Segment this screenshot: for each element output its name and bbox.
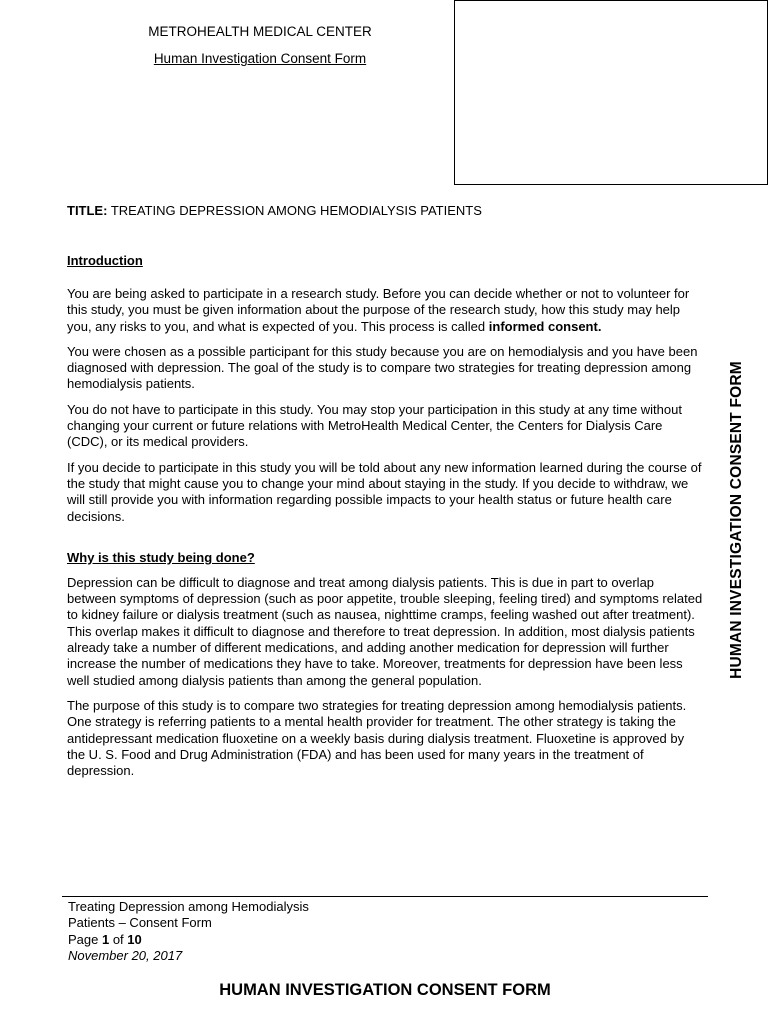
- intro-paragraph-1-text: You are being asked to participate in a research study. Before you can decide whether or not to volunteer for this study, you must be given information about the purpose of the research study, how this study may help you, any risks to you, and what is expected of you. This process is called: [67, 286, 690, 334]
- footer-doc-title-line-2: Patients – Consent Form: [68, 915, 212, 931]
- bottom-form-title: HUMAN INVESTIGATION CONSENT FORM: [219, 981, 551, 999]
- why-study-heading: Why is this study being done?: [67, 549, 255, 565]
- study-title: [67, 203, 482, 219]
- informed-consent-term: informed consent.: [488, 318, 602, 334]
- intro-paragraph-1: [67, 286, 703, 335]
- intro-paragraph-4: If you decide to participate in this study you will be told about any new information learned during the course of the study that might cause you to change your mind about staying in the study. If you decide to withdraw, we will still provide you with information regarding possible impacts to your health status or future health care decisions.: [67, 459, 702, 524]
- footer-doc-title-line-1: Treating Depression among Hemodialysis: [68, 899, 309, 914]
- page-of: of: [109, 931, 128, 947]
- intro-paragraph-3: You do not have to participate in this study. You may stop your participation in this study at any time without changing your current or future relations with MetroHealth Medical Center, the Centers for Dialysis Care (CDC), or its medical providers.: [67, 401, 682, 450]
- why-paragraph-1: Depression can be difficult to diagnose and treat among dialysis patients. This is due in part to overlap between symptoms of depression (such as poor appetite, trouble sleeping, feeling tired) and symptoms related to kidney failure or dialysis treatment (such as nausea, nighttime cramps, feeling washed out after treatment). This overlap makes it difficult to diagnose and therefore to treat depression. In addition, most dialysis patients already take a number of different medications, and adding another medication for depression will further increase the number of medications they have to take. Moreover, treatments for depression have been less well studied among dialysis patients than among the general population.: [67, 574, 703, 688]
- form-name: Human Investigation Consent Form: [153, 51, 367, 66]
- page-prefix: Page: [68, 931, 102, 947]
- footer-divider: [62, 896, 708, 897]
- study-title-text: TREATING DEPRESSION AMONG HEMODIALYSIS PATIENTS: [110, 203, 482, 218]
- intro-paragraph-2: You were chosen as a possible participant for this study because you are on hemodialysis and you have been diagnosed with depression. The goal of the study is to compare two strategies for treating depression among hemodialysis patients.: [67, 343, 698, 392]
- side-form-label: HUMAN INVESTIGATION CONSENT FORM: [728, 361, 745, 679]
- footer-date: November 20, 2017: [68, 947, 183, 963]
- page-number: 1: [101, 931, 110, 947]
- document-body: [67, 253, 703, 779]
- page-footer: [68, 899, 309, 964]
- introduction-heading: Introduction: [67, 253, 143, 268]
- page-indicator: [68, 932, 309, 948]
- study-title-label: TITLE:: [67, 203, 108, 218]
- page-total: 10: [127, 931, 142, 947]
- organization-name: METROHEALTH MEDICAL CENTER: [148, 24, 372, 39]
- irb-stamp-box: [454, 0, 768, 185]
- why-paragraph-2: The purpose of this study is to compare two strategies for treating depression among hemodialysis patients. One strategy is referring patients to a mental health provider for treatment. The other strategy is taking the antidepressant medication fluoxetine on a weekly basis during dialysis treatment. Fluoxetine is approved by the U. S. Food and Drug Administration (FDA) and has been used for many years in the treatment of depression.: [67, 697, 687, 779]
